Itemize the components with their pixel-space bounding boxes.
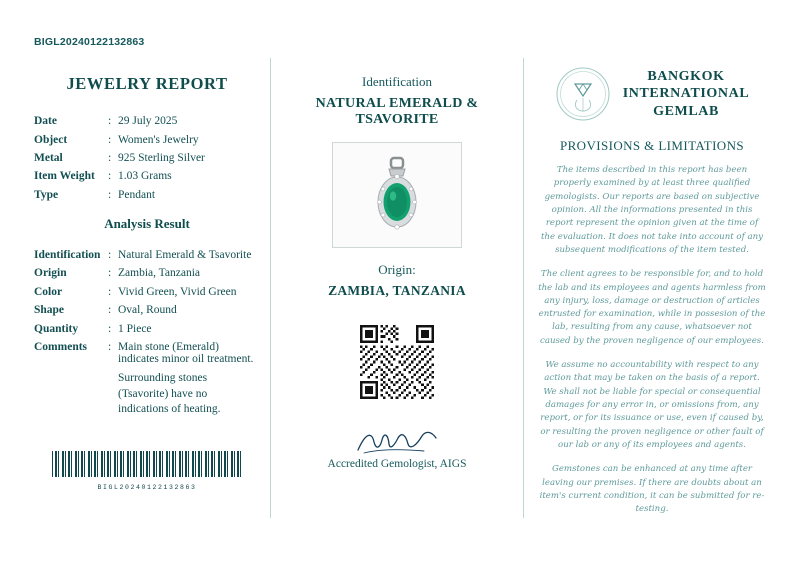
- barcode-number: BIGL20240122132863: [97, 484, 197, 492]
- row-value: 1.03 Grams: [118, 170, 172, 183]
- analysis-result-table: [34, 246, 260, 421]
- row-key: Type: [34, 188, 59, 201]
- certificate-columns: [28, 58, 772, 518]
- row-value: 925 Sterling Silver: [118, 151, 205, 164]
- left-column: [28, 58, 270, 518]
- row-colon: :: [108, 115, 112, 128]
- row-colon: :: [108, 133, 112, 146]
- barcode-image: [52, 451, 242, 477]
- row-colon: :: [108, 170, 112, 183]
- provision-paragraph: The items described in this report has been properly examined by at least three qualified gemologists. Our reports are based on subjective opinion. All the informations presented in this report represent the opinion given at the time of the evaluation. It does not take into account of any subsequent modifications of the item tested.: [540, 165, 764, 255]
- row-colon: :: [108, 249, 112, 262]
- table-row: [34, 149, 260, 167]
- row-colon: :: [108, 304, 112, 317]
- table-row: [34, 246, 260, 264]
- origin-label: Origin:: [378, 262, 416, 277]
- row-colon: :: [108, 322, 112, 335]
- table-row: [34, 368, 260, 421]
- row-value: 29 July 2025: [118, 115, 178, 128]
- identification-label: Identification: [361, 74, 433, 89]
- signature-caption: Accredited Gemologist, AIGS: [327, 458, 467, 470]
- row-colon: :: [108, 340, 112, 353]
- barcode-area: [34, 451, 260, 491]
- origin-value: ZAMBIA, TANZANIA: [328, 283, 466, 298]
- table-row: [34, 319, 260, 337]
- row-colon: :: [108, 267, 112, 280]
- lab-name-line: INTERNATIONAL: [622, 86, 750, 102]
- row-key: Shape: [34, 304, 65, 317]
- identification-value: NATURAL EMERALD & TSAVORITE: [315, 96, 479, 127]
- qr-code-icon[interactable]: [360, 325, 434, 399]
- item-photo: [332, 142, 462, 248]
- provisions-title: PROVISIONS & LIMITATIONS: [559, 138, 745, 153]
- table-row: [34, 264, 260, 282]
- row-key: Comments: [34, 340, 88, 353]
- row-value: Natural Emerald & Tsavorite: [118, 249, 252, 262]
- right-column: [524, 58, 772, 518]
- lab-logo-block: [538, 66, 766, 122]
- row-key: Color: [34, 285, 63, 298]
- report-id: BIGL20240122132863: [34, 36, 145, 48]
- lab-name-line: BANGKOK: [647, 68, 725, 84]
- row-key: Metal: [34, 151, 63, 164]
- table-row: [34, 167, 260, 185]
- item-info-table: [34, 112, 260, 204]
- page-title: JEWELRY REPORT: [66, 74, 228, 93]
- provision-paragraph: We assume no accountability with respect to any action that may be taken on the basis of a report. We shall not be liable for special or consequential damages for any error in, or omissions from, any report, or for its issuance or use, even if caused by, or resulting the proven negligence or other fault of our lab or any of its employees and agents.: [540, 360, 764, 450]
- analysis-result-heading: Analysis Result: [104, 215, 190, 231]
- row-key: Date: [34, 115, 57, 128]
- row-value: Vivid Green, Vivid Green: [118, 285, 237, 298]
- row-key: Object: [34, 133, 68, 146]
- row-value: Main stone (Emerald) indicates minor oil treatment.: [118, 340, 254, 365]
- row-key: Origin: [34, 267, 67, 280]
- provision-paragraph: The client agrees to be responsible for, and to hold the lab and its employees and agents harmless from any injury, loss, damage or destruction of articles entrusted for examination, while in possesion of the lab, resulting from any cause, whatsoever not caused by the proven negligence of our employees.: [538, 269, 766, 346]
- row-value: Pendant: [118, 188, 156, 201]
- lab-name-line: GEMLAB: [653, 103, 719, 119]
- row-colon: :: [108, 151, 112, 164]
- table-row: [34, 112, 260, 130]
- qr-code-area[interactable]: [283, 325, 511, 404]
- comments-extra: Surrounding stones (Tsavorite) have no indications of heating.: [118, 372, 221, 416]
- provision-paragraph: Gemstones can be enhanced at any time after leaving our premises. If there are doubts about an item's current condition, it can be submitted for re-testing.: [539, 464, 765, 515]
- gemlab-logo-icon: [555, 66, 611, 122]
- table-row: [34, 338, 260, 368]
- table-row: [34, 301, 260, 319]
- signature-area: [283, 426, 511, 456]
- lab-name: [623, 68, 750, 121]
- middle-column: [270, 58, 524, 518]
- row-key: Item Weight: [34, 170, 95, 183]
- row-value: Oval, Round: [118, 304, 177, 317]
- row-value: Women's Jewelry: [118, 133, 199, 146]
- row-value: Zambia, Tanzania: [118, 267, 200, 280]
- row-colon: :: [108, 285, 112, 298]
- table-row: [34, 283, 260, 301]
- row-key: Quantity: [34, 322, 79, 335]
- signature-icon: [352, 426, 442, 456]
- row-key: Identification: [34, 249, 101, 262]
- pendant-illustration: [369, 156, 425, 234]
- table-row: [34, 130, 260, 148]
- row-colon: :: [108, 188, 112, 201]
- table-row: [34, 186, 260, 204]
- row-value: 1 Piece: [118, 322, 152, 335]
